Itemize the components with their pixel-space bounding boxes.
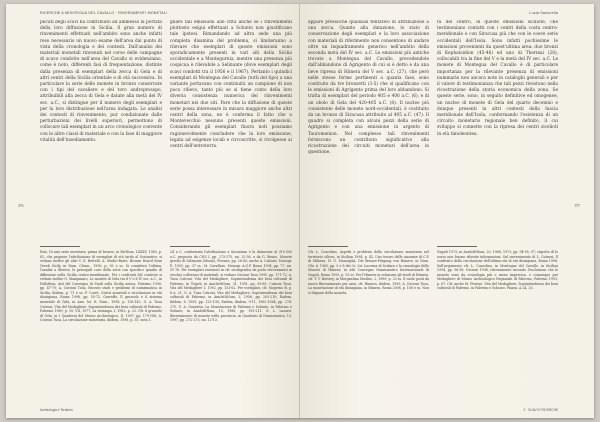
footnotes: 24 a C. confermata l'attribuzione a Sacantum e la datazione al 310-300 a.C. proposta da CNS I, pp. 273-275, nn. 32-36, e da G. Bruno, Monete greche di Selinunte (Mozia), Firenze, pp. 26-43; anche A. Calciati, Monogr. P., 1991, pp. 37 ss.; M. Cavallaro, Monogr. A.G.P. Roma 1994, pp. 77, nn. 31-76. Per esemplari rinvenuti in cfr. stratigrafica da pochi ritrovamenti in vecchie collezioni di materiali, si vedano Cutroni Tusa 1995, pp. 171-72; A. Tusa Cutroni, Vita del Medagliere, Soprintendenza dei beni culturali di Palermo, in Tripoli, in AnnIstItNum, 31, 1991, pp. 59-65; Cutroni Tusa, Vita del Medagliere 1, 1992, pp. 153-62. Per esemplari, cfr. Mogerno B, p. 6 n. 21. G. A. Tusa Cutroni, Vita del Medagliere, Soprintendenza dei beni culturali di Palermo, in AnnIstItNum, 3, 1956, pp. 205-210; Eadem, ibidem, 6, 1959, pp. 125-138; Eadem, ibidem, 9-11, 1962-1964, pp. 274-275. G. A. Guzzetta, La Monetazione di Palermo e Solunto, in Palermo e Solunto, in AnnIstItNum, 15, 1988, pp. 195-211. G. L. Lazarri, Rinvenimento di monete nella provincia, in Quaderni di Numismatica, 13, 1997, pp. 272-275, nn. 12-13. bbox=[170, 250, 292, 323]
footnote-rule bbox=[437, 246, 477, 247]
footer-right: 2 · SCAVI E RICERCHE bbox=[523, 408, 558, 412]
right-column-1 bbox=[308, 20, 429, 378]
footnotes: Cfr. L. Cozzolino, Aspetti e problemi della circolazione monetaria nel territorio siliceo, in Sicilian 1994, p. 42. Uno tesoro delle anonime di C.P. di Milazzo; H. G. Mancaglia, Die Bronze-Prägung von Himera, in Num. Chr. 6, 1965, pp. 5 e 8 dei Cr. Ltr. Lucerna di Scalara e la cronologia delle Monete di Himera, in Atti Convegno Numismatico Internazionale di Napoli, Roma 1993, p. 93 ss. Per l'Himera in relazione gli studi di Himera, cfr. T. V. Buttrey, in Morgantina Studies, 2, 1989, p. 33 ss. Il ruolo posti da nuove Rinvenimento per area, cfr. Himera, ibidem, 1995; A. Cutroni Tusa, La monetazione di età dionigiana, in Himera, Roma 2008, p. 156 e ss. Non si dispone della moneta. bbox=[308, 250, 429, 295]
left-page bbox=[6, 4, 300, 418]
running-head-text: RICERCHE A MONTEGUA DEL CAVALLO · RINVENIMENTI MONETALI bbox=[40, 11, 168, 15]
right-column-2 bbox=[437, 20, 558, 378]
body-text: tu del centro, di queste emissioni siciliote, che testimoniano contatti con i centri della costa centro-meridionale e con Siracusa più che con le coeve serie occidentali dell'Isola. Sono infatti pochissime le emissioni provenienti da quest'ultima area: due bronzi di Kephaloidion (45-46) ed uno di Thermai (28), collocabili tra la fine del V e la metà del IV sec. a.C. Le monete di Montegua del Cavallo è di particolare importanza per la rilevante presenza di emissioni nummarie non ancora note in cataloghi generali e per il valore di testimonianza che tali pezzi rivestono nella ricostruzione della storia economica della zona. Se queste serie, sono, in seguito definitive ed omogenee, un nucleo di monete di Gela del quarto decennio e dunque presenti in altri contesti della fascia meridionale dell'Isola, confermando l'esistenza di un circuito monetario regionale ben definito, il cui sviluppo si connette con la ripresa dei centri sicelioti in età timoleontea. bbox=[437, 20, 558, 137]
body-text: appare pressoché qualsiasi tentativo di attribuzione a una zecca. Quanto alla datazione, lo stato di conservazione degli esemplari e la loro associazione con materiali di riferimento non consentono di andare oltre un inquadramento generico nell'ambito della seconda metà del IV sec. a.C. Le emissioni più antiche trovate a Montegua del Cavallo, precedendole dall'abbandono di Agrigento di cui si è detto e da una lieve ripresa di Himera del V sec. a.C. (27), che però nelle stesse forme pertinenti a quanta fase, sono costituite da tre bronzetti (3-5) che si qualificano con le emissioni di Agrigento prima del loro abbandono. Si tratta di esemplari del periodo 405 e 406 a.C. (6), e di un obolo di Gela del 420-405 a.C. (8). Il nucleo più consistente delle monete nord-occidentali, è costituito da un bronzo di Siracusa attribuito al 405 a.C. (47). Il quadro si completa con alcuni pezzi della serie di Agrigento e con una emissione in argento di Tauromenion. Nel complesso tali rinvenimenti forniscono un contributo significativo alla ricostruzione dei circuiti monetari dell'area in questione. bbox=[308, 20, 429, 156]
right-page bbox=[300, 4, 594, 418]
footer-left: Archeologia e Territorio bbox=[40, 408, 73, 412]
footnotes: Napoli 1973; in AnnIstItNum, 20, 1968, 1973, pp. 94-95, 97; rispetto di lo scavo non furono rilevate informazioni. Sul rinvenimento di L. Cutroni, Il confronto della circolazione dell'ultima età di età dionigiana, Roma 1998. Sull'argomento cfr. L. Cozzolino, in Montegua del Cavallo, in Sicilian 1994, pp. 56-58. Cutroni 1996, ritrovamento secondo l'esclusione che le monete sono da cronologia più o meno imprecisa, e comunque per Medagliere di Museo Archeologico Regionale di Palermo, Palermo 1993, p. 67. Cfr. anche M. Pistone, Vita del Medagliere, Soprintendenza dei beni culturali di Palermo, in Palermo e Solunto. Piazza, A 24, 33. bbox=[437, 250, 558, 291]
running-head-left bbox=[40, 11, 292, 20]
body-text: plicati degli scavi ha contribuito ad ammesso la portata della loro diffusione in Sicilia. Il gran numero di rinvenimenti effettuati nell'ambito sono anche infatti reso necessario un nuovo esame dell'area dal punto di vista della cronologia e dei contesti. Dall'analisi dei materiali monetali rinvenuti nel corso delle campagne di scavo condotte nell'area del Cavallo si evidenziano, come è noto, differenti fasi di frequentazione, distinte dalla presenza di esemplari della zecca di Gela e di altri centri della Sicilia orientale e di età successiva. In particolare la serie delle monete in bronzo conservate con i tipi del cavaliere e del toro androprosopo, attribuibili alla zecca di Gela e datate alla metà del IV sec. a.C., si distingue per il numero degli esemplari e per la loro distribuzione nell'area indagata. Le analisi dei contesti di rinvenimento, pur condizionate dalle perturbazioni dei livelli superiori, permettono di collocare tali esemplari in un arco cronologico coerente con le altre classi di materiale e con la fase di maggiore vitalità dell'insediamento. bbox=[40, 20, 162, 143]
running-head-right bbox=[308, 11, 558, 20]
left-column-2 bbox=[170, 20, 292, 378]
page-number-right: 377 bbox=[574, 204, 580, 208]
left-column-1 bbox=[40, 20, 162, 378]
footnote-rule bbox=[40, 246, 80, 247]
left-page-columns bbox=[40, 20, 292, 378]
footnote-rule bbox=[308, 246, 348, 247]
book-spread bbox=[6, 4, 594, 418]
right-page-columns bbox=[308, 20, 558, 378]
footnote-rule bbox=[170, 246, 210, 247]
body-text: gliare tali emissioni alle città anche se i rinvenimenti piuttosto esigui effettuati a Solunto non giustificano tale ipotesi. Rimandando ad altra sede una più completa disamina del problema, si limiteranno a rilevare che esemplari di queste emissioni sono sporadicamente presenti in vari siti della Sicilia occidentale e a Montegurnia, mentre una presenza più cospicua è rilevabile a Selinunte (dove esemplari degli scavi condotti tra il 1956 e il 1967). Pertanto i quindici esemplari di Montegua del Cavallo (tutti del tipo) a una variante portavano con continuità un campione di non poco rilievo, tanto più se si tiene conto della loro diversa consistenza numerica dei rinvenimenti monetari nei due siti. Pare che la diffusione di queste serie possa interessare in misura maggiore anche altri centri della zona, ne è conferma il fatto che a Montevecchio nessuno presenti queste emissioni. Considerando gli esemplari finora noti possiamo ragionevolmente concludere che la loro emissione, legata ad esigenze locali e circoscritte, si rivolgesse ai centri dell'entroterra. bbox=[170, 20, 292, 150]
footnotes: Ezio, Di una serie inventata: prima di bronzo, in RivNum, LXXXV, 1983, p. 81; che propone l'attribuzione di esemplari di età tarda al Sostantivo; si vedano inoltre gli altri V. E. Bettelli, A. Studio-Barto, Bronze Hoard from Greek Sicily, in Num. Chron., 1990, p. 95 e ss. Si considera l'ultima, l'analisi a diverse, le principali cose della serie con specifico quadro di diffusione nella Sicilia centro-meridionale. Per i confronti del contesto si vedano inoltre G. Manganaro, Le monete di Gela tra il V e il IV sec. a.C., in Pallottino, Atti del Convegno di Studi sulla Sicilia antica, Palermo 1996, pp. 47-70; A. Cutroni Tusa, Recenti studi e problemi di numismatica in Sicilia, ibidem, p. 71 e ss. F. Corrè, Centri monetali e circolazione in età dionigiana, Roma 1998, pp. 55-72. Garraffo, Il gruzzolo e il sistema monetale di Gela, in Ann. Ist. It. Num., 1998, p. 136-142. G. A. Tusa Cutroni, Vita del Medagliere, Soprintendenza dei beni culturali di Palermo, Palermo 1969; p. 10, VII, 1977, 2a ristampa, I, 1982, p. 23. Cfr. il gruzzolo di Gela, in I Quaderni del Museo Archeologico, II, 1997, pp. 179-188; A. Cutroni Tusa, La circolazione monetaria, ibidem, 1998, p. 35, nota 1. bbox=[40, 250, 162, 323]
page-number-left: 376 bbox=[18, 204, 24, 208]
running-head-text: Lucia Sarcinella bbox=[529, 11, 558, 15]
